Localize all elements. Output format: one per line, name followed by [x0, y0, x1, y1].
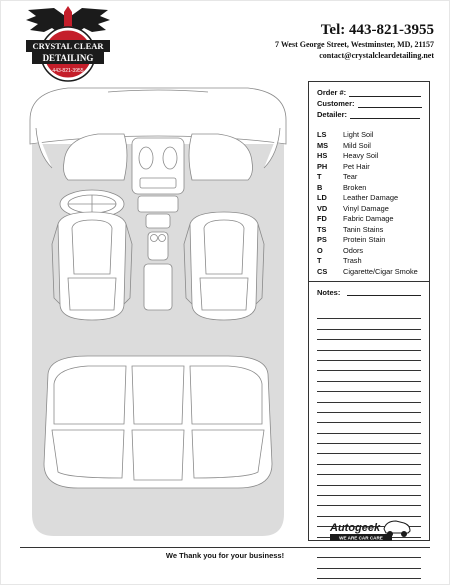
- logo-line2: DETAILING: [42, 53, 94, 63]
- car-interior-diagram: [28, 84, 288, 540]
- legend-item: FD Fabric Damage: [317, 214, 394, 223]
- notes-line[interactable]: [317, 569, 421, 579]
- legend-item: MS Mild Soil: [317, 140, 371, 150]
- notes-line[interactable]: [317, 403, 421, 413]
- brand-tagline: WE ARE CAR CARE: [339, 535, 383, 541]
- footer-divider: [20, 547, 430, 548]
- notes-line[interactable]: [347, 295, 421, 296]
- notes-line[interactable]: [317, 454, 421, 464]
- address: 7 West George Street, Westminster, MD, 21157: [274, 40, 434, 49]
- notes-line[interactable]: [317, 340, 421, 350]
- customer-input-line[interactable]: [358, 100, 422, 108]
- customer-label: Customer:: [317, 99, 355, 108]
- logo-phone: 443-821-3955: [52, 68, 84, 74]
- notes-line[interactable]: [317, 330, 421, 340]
- passenger-seat: [184, 212, 264, 320]
- autogeek-logo: [328, 517, 412, 543]
- legend-item: LD Leather Damage: [317, 193, 399, 202]
- notes-line[interactable]: [317, 506, 421, 516]
- logo-line1: CRYSTAL CLEAR: [32, 41, 104, 51]
- notes-line[interactable]: [317, 351, 421, 361]
- notes-line[interactable]: [317, 423, 421, 433]
- panel-divider: [309, 281, 429, 282]
- detailer-label: Detailer:: [317, 110, 348, 119]
- legend-item: B Broken: [317, 182, 367, 192]
- notes-line[interactable]: [317, 319, 421, 329]
- footer-thanks: We Thank you for your business!: [165, 551, 285, 560]
- detailer-input-line[interactable]: [350, 111, 420, 119]
- damage-legend: [317, 130, 427, 277]
- notes-line[interactable]: [317, 465, 421, 475]
- instrument-cluster: [64, 134, 128, 180]
- notes-line[interactable]: [317, 496, 421, 506]
- rear-bench-seat: [44, 356, 272, 488]
- email-address: contact@crystalcleardetailing.net: [319, 51, 434, 60]
- dashboard: [30, 88, 286, 144]
- notes-label: Notes:: [317, 288, 341, 297]
- legend-item: TS Tanin Stains: [317, 224, 384, 234]
- detailer-field[interactable]: [317, 110, 420, 119]
- legend-item: VD Vinyl Damage: [317, 203, 389, 213]
- legend-item: T Tear: [317, 172, 358, 181]
- notes-line[interactable]: [317, 434, 421, 444]
- legend-item: LS Light Soil: [317, 130, 374, 139]
- phone-number: Tel: 443-821-3955: [320, 22, 434, 38]
- legend-item: PS Protein Stain: [317, 235, 386, 244]
- driver-seat: [52, 212, 132, 320]
- notes-line[interactable]: [317, 486, 421, 496]
- inspection-panel: [308, 81, 430, 541]
- legend-item: O Odors: [317, 245, 364, 255]
- notes-line[interactable]: [317, 371, 421, 381]
- brand-name: Autogeek: [330, 522, 381, 534]
- notes-line[interactable]: [317, 392, 421, 402]
- company-logo: [24, 4, 112, 82]
- notes-line[interactable]: [317, 475, 421, 485]
- notes-line[interactable]: [317, 382, 421, 392]
- order-input-line[interactable]: [349, 89, 421, 97]
- notes-line[interactable]: [317, 413, 421, 423]
- legend-item: PH Pet Hair: [317, 161, 370, 171]
- order-field[interactable]: [317, 88, 421, 97]
- legend-item: T Trash: [317, 256, 362, 265]
- legend-item: CS Cigarette/Cigar Smoke: [317, 266, 418, 276]
- customer-field[interactable]: [317, 99, 422, 108]
- notes-line[interactable]: [317, 361, 421, 371]
- contact-block: [275, 22, 434, 61]
- legend-item: HS Heavy Soil: [317, 151, 379, 160]
- order-label: Order #:: [317, 88, 347, 97]
- notes-line[interactable]: [317, 444, 421, 454]
- notes-line[interactable]: [317, 309, 421, 319]
